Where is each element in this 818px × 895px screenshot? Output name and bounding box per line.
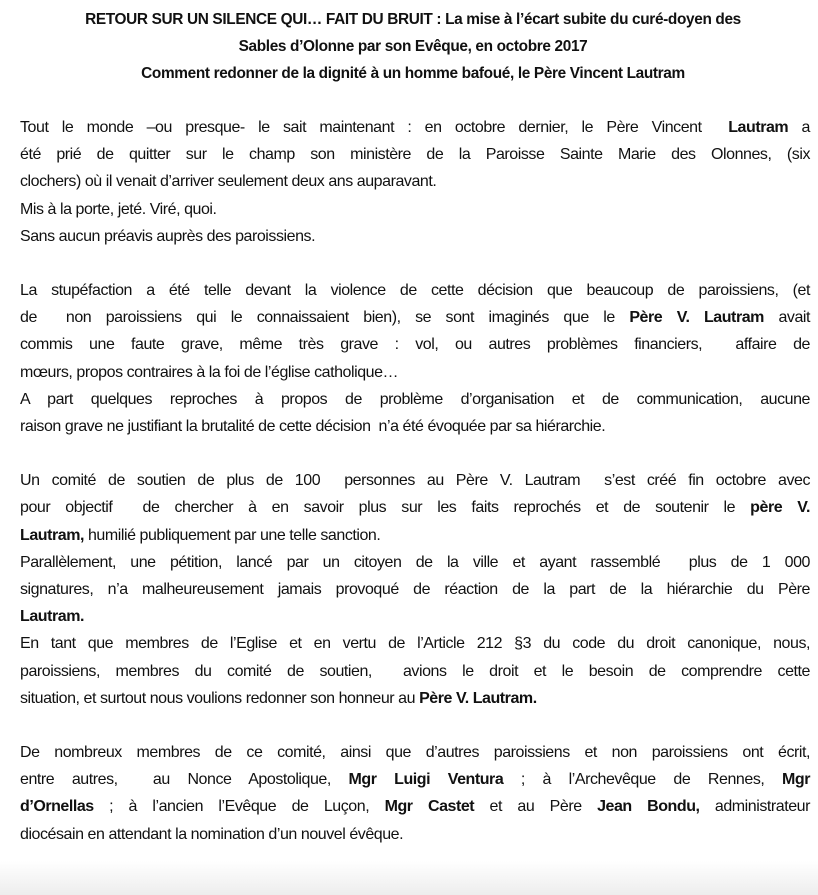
bold-text: Jean Bondu, <box>597 798 700 816</box>
document-page <box>20 6 810 848</box>
bold-text: Père V. Lautram <box>629 309 764 327</box>
text-line <box>20 576 810 603</box>
document-title <box>16 6 810 87</box>
bold-text: Lautram <box>728 119 789 136</box>
bold-text: Mgr Luigi Ventura <box>348 771 504 789</box>
text-line <box>20 685 810 712</box>
text-line <box>20 331 810 358</box>
bold-text: Mgr Castet <box>384 798 475 816</box>
text-run: a <box>788 119 810 136</box>
text-line <box>20 549 810 576</box>
text-line <box>20 793 810 820</box>
text-run: ; à l’ancien l’Evêque de Luçon, <box>93 798 385 816</box>
paragraph <box>20 277 810 440</box>
text-run: de non paroissiens qui le connaissaient bien), se sont imaginés que le <box>20 309 630 327</box>
text-line <box>20 630 810 657</box>
text-line <box>20 413 810 440</box>
text-line <box>20 168 810 195</box>
spacer <box>20 87 810 114</box>
text-line <box>20 658 810 685</box>
title-line: Sables d’Olonne par son Evêque, en octobre 2017 <box>238 38 588 55</box>
title-line: RETOUR SUR UN SILENCE QUI… FAIT DU BRUIT : La mise à l’écart subite du curé-doyen des <box>85 11 741 28</box>
text-run: En tant que membres de l’Eglise et en vertu de l’Article 212 §3 du code du droit canonique, nous, <box>20 635 810 653</box>
bold-text: Lautram, <box>20 526 84 544</box>
text-line <box>20 739 810 766</box>
paragraph <box>20 739 810 848</box>
text-run: entre autres, au Nonce Apostolique, <box>20 771 349 789</box>
text-run: signatures, n’a malheureusement jamais provoqué de réaction de la part de la hiérarchie du Père <box>20 581 810 599</box>
text-run: clochers) où il venait d’arriver seulement deux ans auparavant. <box>20 173 437 191</box>
text-line <box>20 467 810 494</box>
title-line: Comment redonner de la dignité à un homme bafoué, le Père Vincent Lautram <box>141 65 685 82</box>
text-run: mœurs, propos contraires à la foi de l’église catholique… <box>20 363 399 381</box>
text-run: pour objectif de chercher à en savoir plus sur les faits reprochés et de soutenir le <box>20 499 751 517</box>
text-run: avait <box>763 309 810 327</box>
text-line <box>20 277 810 304</box>
text-line <box>20 494 810 521</box>
paragraph <box>20 114 810 250</box>
text-line <box>20 223 810 250</box>
text-run: été prié de quitter sur le champ son ministère de la Paroisse Sainte Marie des Olonnes, (six <box>20 146 810 164</box>
bold-text: Père V. Lautram. <box>419 689 537 707</box>
text-line <box>20 141 810 168</box>
text-line <box>20 114 810 141</box>
text-run: Un comité de soutien de plus de 100 personnes au Père V. Lautram s’est créé fin octobre avec <box>20 472 810 490</box>
text-line <box>20 386 810 413</box>
text-line <box>20 766 810 793</box>
paragraph <box>20 467 810 712</box>
text-run: humilié publiquement par une telle sanction. <box>83 526 381 544</box>
text-run: La stupéfaction a été telle devant la violence de cette décision que beaucoup de paroissiens, (et <box>20 282 810 300</box>
bold-text: Lautram. <box>20 608 84 626</box>
paragraph-gap <box>20 250 810 277</box>
text-line <box>20 359 810 386</box>
text-line <box>20 304 810 331</box>
text-run: Tout le monde –ou presque- le sait maintenant : en octobre dernier, le Père Vincent <box>20 119 729 136</box>
bold-text: Mgr <box>782 771 810 789</box>
text-run: Mis à la porte, jeté. Viré, quoi. <box>20 200 217 218</box>
text-run: diocésain en attendant la nomination d’un nouvel évêque. <box>20 825 404 843</box>
paragraph-gap <box>20 440 810 467</box>
text-run: raison grave ne justifiant la brutalité de cette décision n’a été évoquée par sa hiérarchie. <box>20 418 606 436</box>
text-run: commis une faute grave, même très grave : vol, ou autres problèmes financiers, affaire de <box>20 336 810 354</box>
text-run: Parallèlement, une pétition, lancé par un citoyen de la ville et ayant rassemblé plus de 1 000 <box>20 553 810 571</box>
text-line <box>20 603 810 630</box>
bottom-fade <box>0 861 818 895</box>
text-line <box>20 522 810 549</box>
text-run: De nombreux membres de ce comité, ainsi que d’autres paroissiens et non paroissiens ont écrit, <box>20 744 810 762</box>
text-line <box>20 196 810 223</box>
text-run: situation, et surtout nous voulions redonner son honneur au <box>20 689 420 707</box>
text-run: ; à l’Archevêque de Rennes, <box>503 771 783 789</box>
paragraph-gap <box>20 712 810 739</box>
bold-text: d’Ornellas <box>20 798 94 816</box>
text-run: A part quelques reproches à propos de problème d’organisation et de communication, aucune <box>20 390 810 408</box>
document-body <box>20 114 810 848</box>
text-run: Sans aucun préavis auprès des paroissiens. <box>20 227 316 245</box>
text-line <box>20 821 810 848</box>
text-run: administrateur <box>699 798 810 816</box>
bold-text: père V. <box>750 499 810 517</box>
text-run: et au Père <box>474 798 598 816</box>
text-run: paroissiens, membres du comité de soutien, avions le droit et le besoin de comprendre cette <box>20 662 810 680</box>
